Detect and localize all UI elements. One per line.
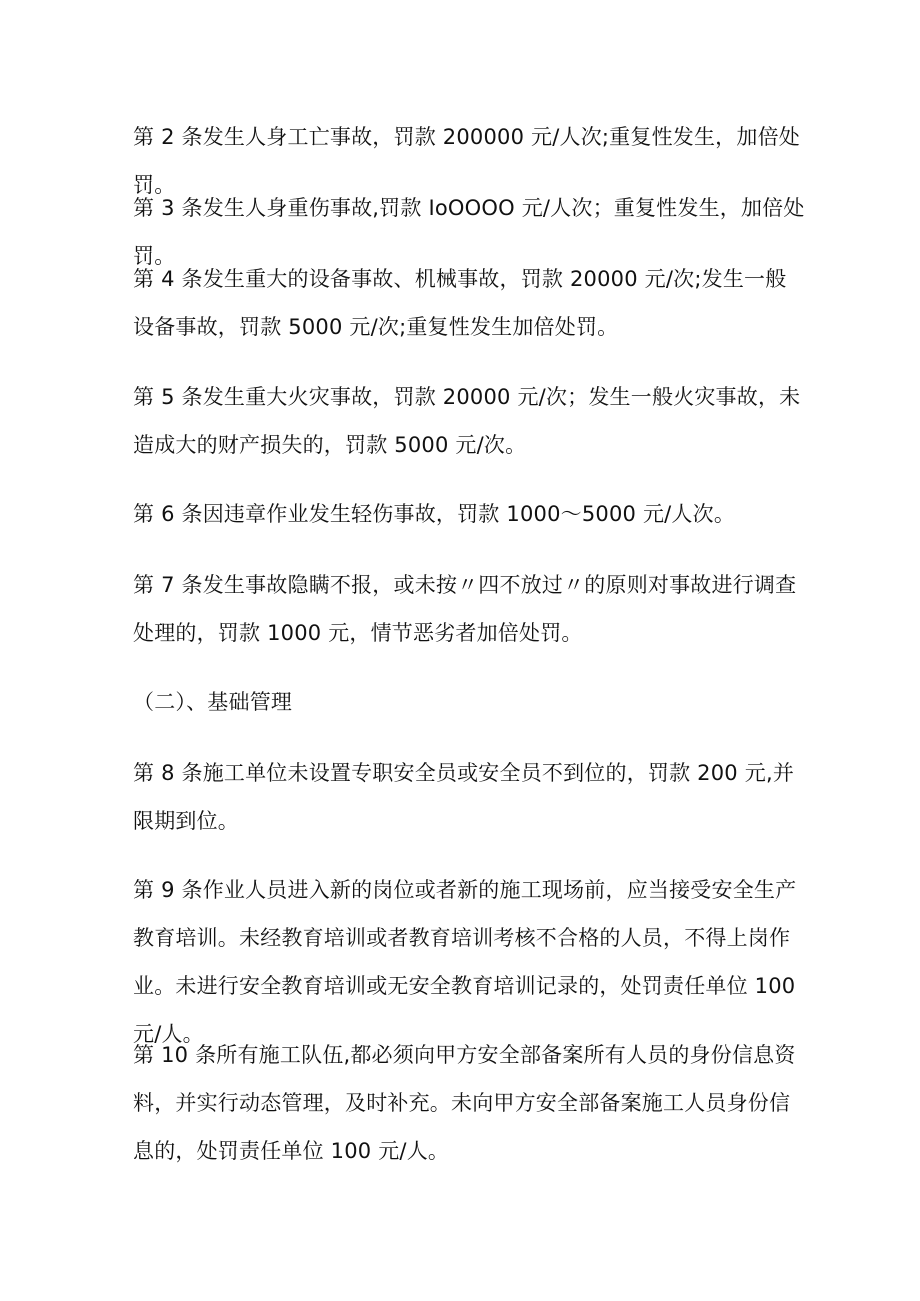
article-8-paragraph: 第 8 条施工单位未设置专职安全员或安全员不到位的，罚款 200 元,并限期到位。 [133,761,795,833]
article-10-paragraph: 第 10 条所有施工队伍,都必须向甲方安全部备案所有人员的身份信息资料，并实行动态管理，及时补充。未向甲方安全部备案施工人员身份信息的，处罚责任单位 100 元/人。 [133,1043,796,1163]
article-7-paragraph: 第 7 条发生事故隐瞒不报，或未按〃四不放过〃的原则对事故进行调查处理的，罚款 1000 元，情节恶劣者加倍处罚。 [133,573,797,645]
article-3-paragraph: 第 3 条发生人身重伤事故,罚款 IoOOOO 元/人次；重复性发生，加倍处罚。 [133,196,805,268]
article-9-paragraph: 第 9 条作业人员进入新的岗位或者新的施工现场前，应当接受安全生产教育培训。未经教育培训或者教育培训考核不合格的人员，不得上岗作业。未进行安全教育培训或无安全教育培训记录的，处罚责任单位 100 元/人。 [133,878,797,1046]
article-2-paragraph: 第 2 条发生人身工亡事故，罚款 200000 元/人次;重复性发生，加倍处罚。 [133,125,800,197]
article-4-paragraph: 第 4 条发生重大的设备事故、机械事故，罚款 20000 元/次;发生一般设备事故，罚款 5000 元/次;重复性发生加倍处罚。 [133,267,787,339]
article-5-paragraph: 第 5 条发生重大火灾事故，罚款 20000 元/次；发生一般火灾事故，未造成大的财产损失的，罚款 5000 元/次。 [133,385,801,457]
section-heading-basic-management: （二）、基础管理 [133,690,293,714]
article-6-paragraph: 第 6 条因违章作业发生轻伤事故，罚款 1000～5000 元/人次。 [133,502,736,526]
